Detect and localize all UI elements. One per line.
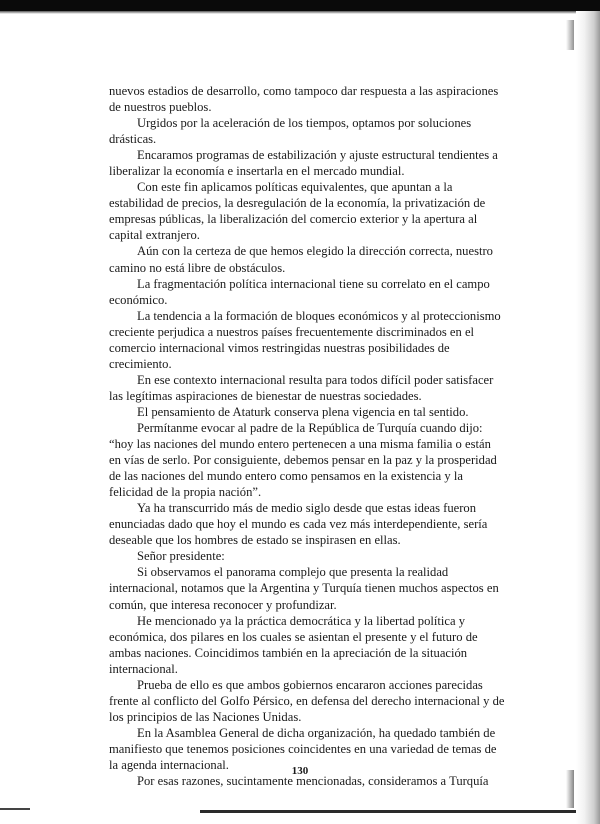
paragraph: En ese contexto internacional resulta para todos difícil poder satisfacer las legítimas aspiraciones de bienestar de nuestras sociedades. xyxy=(109,372,494,403)
paragraph: Permítanme evocar al padre de la República de Turquía cuando dijo: “hoy las naciones del mundo entero pertenecen a una misma familia o están en vías de serlo. Por consiguiente, debemos pensar en la paz y la prosperidad de las naciones del mundo entero como pensamos en la existencia y la felicidad de la propia nación”. xyxy=(109,420,497,500)
paragraph: Ya ha transcurrido más de medio siglo desde que estas ideas fueron enunciadas dado que hoy el mundo es cada vez más interdependiente, sería deseable que los hombres de estado se inspirasen en ellas. xyxy=(109,501,488,548)
page-number: 130 xyxy=(291,765,309,777)
paragraph: Con este fin aplicamos políticas equivalentes, que apuntan a la estabilidad de precios, la desregulación de la economía, la privatización de empresas públicas, la liberalización del comercio exterior y la apertura al capital extranjero. xyxy=(109,180,486,243)
paragraph: La tendencia a la formación de bloques económicos y al proteccionismo creciente perjudica a nuestros países frecuentemente discriminados en el comercio internacional vimos restringidas nuestras posibilidades de crecimiento. xyxy=(109,308,501,371)
paragraph: Por esas razones, sucintamente mencionadas, consideramos a Turquía xyxy=(137,774,489,789)
bottom-left-scan-mark xyxy=(0,808,30,810)
paragraph: He mencionado ya la práctica democrática y la libertad política y económica, dos pilares en los cuales se asientan el presente y el futuro de ambas naciones. Coincidimos también en la apreciación de la situación internacional. xyxy=(109,613,478,676)
right-scan-edge xyxy=(576,11,600,824)
paragraph: nuevos estadios de desarrollo, como tampoco dar respuesta a las aspiraciones de nuestros pueblos. xyxy=(109,84,499,115)
paragraph: La fragmentación política internacional tiene su correlato en el campo económico. xyxy=(109,276,490,307)
paragraph: El pensamiento de Ataturk conserva plena vigencia en tal sentido. xyxy=(137,404,469,419)
top-scan-border xyxy=(0,0,600,11)
top-scan-shadow xyxy=(0,11,600,14)
paragraph: Encaramos programas de estabilización y ajuste estructural tendientes a liberalizar la economía e insertarla en el mercado mundial. xyxy=(109,148,498,179)
paragraph: Aún con la certeza de que hemos elegido la dirección correcta, nuestro camino no está libre de obstáculos. xyxy=(109,244,493,275)
right-scan-mark-top xyxy=(566,20,574,50)
paragraph: En la Asamblea General de dicha organización, ha quedado también de manifiesto que tenemos posiciones coincidentes en una variedad de temas de la agenda internacional. xyxy=(109,725,497,772)
paragraph: Si observamos el panorama complejo que presenta la realidad internacional, notamos que la Argentina y Turquía tienen muchos aspectos en común, que interesa reconocer y profundizar. xyxy=(109,565,499,612)
paragraph: Urgidos por la aceleración de los tiempos, optamos por soluciones drásticas. xyxy=(109,116,472,147)
paragraph: Prueba de ello es que ambos gobiernos encararon acciones parecidas frente al conflicto del Golfo Pérsico, en defensa del derecho internacional y de los principios de las Naciones Unidas. xyxy=(109,677,505,724)
bottom-scan-border xyxy=(200,810,576,813)
body-text xyxy=(109,83,505,789)
paragraph: Señor presidente: xyxy=(137,549,225,564)
